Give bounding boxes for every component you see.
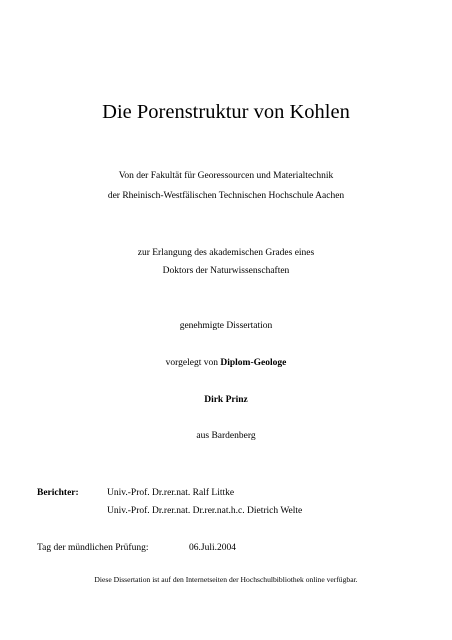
exam-date-label: Tag der mündlichen Prüfung: bbox=[37, 543, 149, 553]
presented-by-line bbox=[0, 357, 452, 369]
purpose-line-1: zur Erlangung des akademischen Grades eines bbox=[137, 248, 315, 258]
faculty-line-2: der Rheinisch-Westfälischen Technischen Hochschule Aachen bbox=[107, 191, 345, 201]
reviewer-2: Univ.-Prof. Dr.rer.nat. Dr.rer.nat.h.c. Dietrich Welte bbox=[107, 506, 303, 516]
reviewers-label: Berichter: bbox=[37, 488, 79, 498]
reviewer-1: Univ.-Prof. Dr.rer.nat. Ralf Littke bbox=[107, 488, 235, 498]
approved-dissertation: genehmigte Dissertation bbox=[179, 321, 273, 331]
presented-by-prefix: vorgelegt von bbox=[165, 358, 221, 368]
author-name: Dirk Prinz bbox=[204, 395, 248, 405]
presented-by-degree: Diplom-Geologe bbox=[220, 358, 287, 368]
dissertation-title: Die Porenstruktur von Kohlen bbox=[102, 101, 350, 123]
faculty-line-1: Von der Fakultät für Georessourcen und Materialtechnik bbox=[118, 171, 334, 181]
author-origin: aus Bardenberg bbox=[196, 431, 256, 441]
exam-date: 06.Juli.2004 bbox=[189, 543, 236, 553]
purpose-line-2: Doktors der Naturwissenschaften bbox=[162, 266, 290, 276]
online-availability-note: Diese Dissertation ist auf den Internetseiten der Hochschulbibliothek online verfügbar. bbox=[94, 575, 358, 584]
